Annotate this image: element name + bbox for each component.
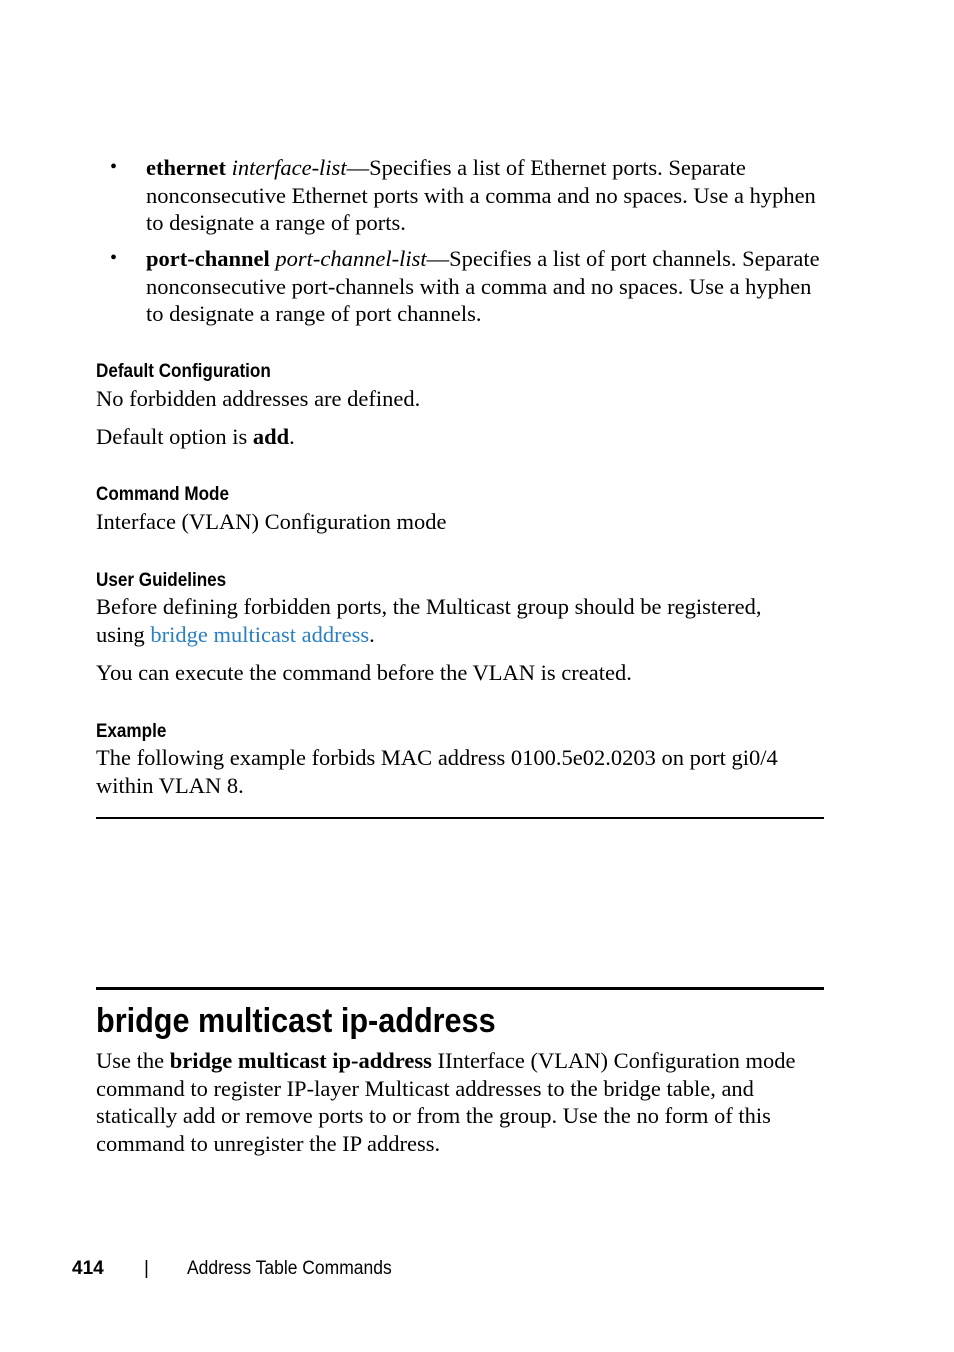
- desc-line: command to unregister the IP address.: [96, 1130, 441, 1156]
- heading-command-mode: Command Mode: [96, 484, 230, 505]
- guidelines-line: Before defining forbidden ports, the Multicast group should be registered,: [96, 594, 762, 619]
- section-title: bridge multicast ip-address: [96, 1002, 496, 1040]
- desc-line: command to register IP-layer Multicast addresses to the bridge table, and: [96, 1075, 754, 1101]
- footer-chapter-title: Address Table Commands: [187, 1258, 392, 1279]
- heading-example: Example: [96, 721, 167, 742]
- section-description: [96, 1047, 836, 1157]
- bullet-text: —Specifies a list of Ethernet ports. Separate: [346, 155, 746, 180]
- page-number: 414: [72, 1258, 104, 1279]
- default-option-text: [96, 423, 295, 451]
- bullet-text: to designate a range of port channels.: [146, 301, 482, 326]
- param-interface-list: interface-list: [231, 155, 347, 180]
- param-port-channel-list: port-channel-list: [275, 246, 427, 271]
- example-line: The following example forbids MAC address 0100.5e02.0203 on port gi0/4: [96, 745, 778, 770]
- bullet-marker: •: [110, 156, 118, 178]
- bullet-text: nonconsecutive Ethernet ports with a comma and no spaces. Use a hyphen: [146, 182, 816, 208]
- desc-prefix: Use the: [96, 1048, 170, 1073]
- keyword-ethernet: ethernet: [146, 155, 226, 180]
- bullet-port-channel: [146, 245, 836, 328]
- example-line: within VLAN 8.: [96, 772, 244, 798]
- guidelines-suffix: .: [369, 621, 375, 647]
- heading-default-configuration: Default Configuration: [96, 361, 271, 382]
- bullet-marker: •: [110, 247, 118, 269]
- keyword-port-channel: port-channel: [146, 246, 270, 271]
- keyword-add: add: [252, 424, 290, 449]
- guidelines-prefix: using: [96, 621, 151, 647]
- link-bridge-multicast-address[interactable]: bridge multicast address: [150, 621, 370, 647]
- default-option-prefix: Default option is: [96, 424, 253, 449]
- heading-user-guidelines: User Guidelines: [96, 570, 227, 591]
- desc-suffix: IInterface (VLAN) Configuration mode: [431, 1048, 796, 1073]
- bullet-text: to designate a range of ports.: [146, 210, 406, 235]
- footer-separator: |: [144, 1258, 149, 1279]
- section-start-rule: [96, 987, 824, 990]
- default-config-text: No forbidden addresses are defined.: [96, 386, 421, 411]
- command-mode-text: Interface (VLAN) Configuration mode: [96, 509, 447, 534]
- user-guidelines-text: [96, 593, 836, 648]
- keyword-bridge-multicast-ip-address: bridge multicast ip-address: [169, 1048, 432, 1073]
- example-text: [96, 744, 836, 799]
- bullet-ethernet: [146, 154, 836, 237]
- section-end-rule: [96, 817, 824, 819]
- default-option-suffix: .: [289, 424, 295, 449]
- guidelines-note: You can execute the command before the VLAN is created.: [96, 660, 632, 685]
- desc-line: statically add or remove ports to or from the group. Use the no form of this: [96, 1103, 771, 1128]
- bullet-text: nonconsecutive port-channels with a comma and no spaces. Use a hyphen: [146, 273, 812, 299]
- bullet-text: —Specifies a list of port channels. Separate: [426, 246, 820, 271]
